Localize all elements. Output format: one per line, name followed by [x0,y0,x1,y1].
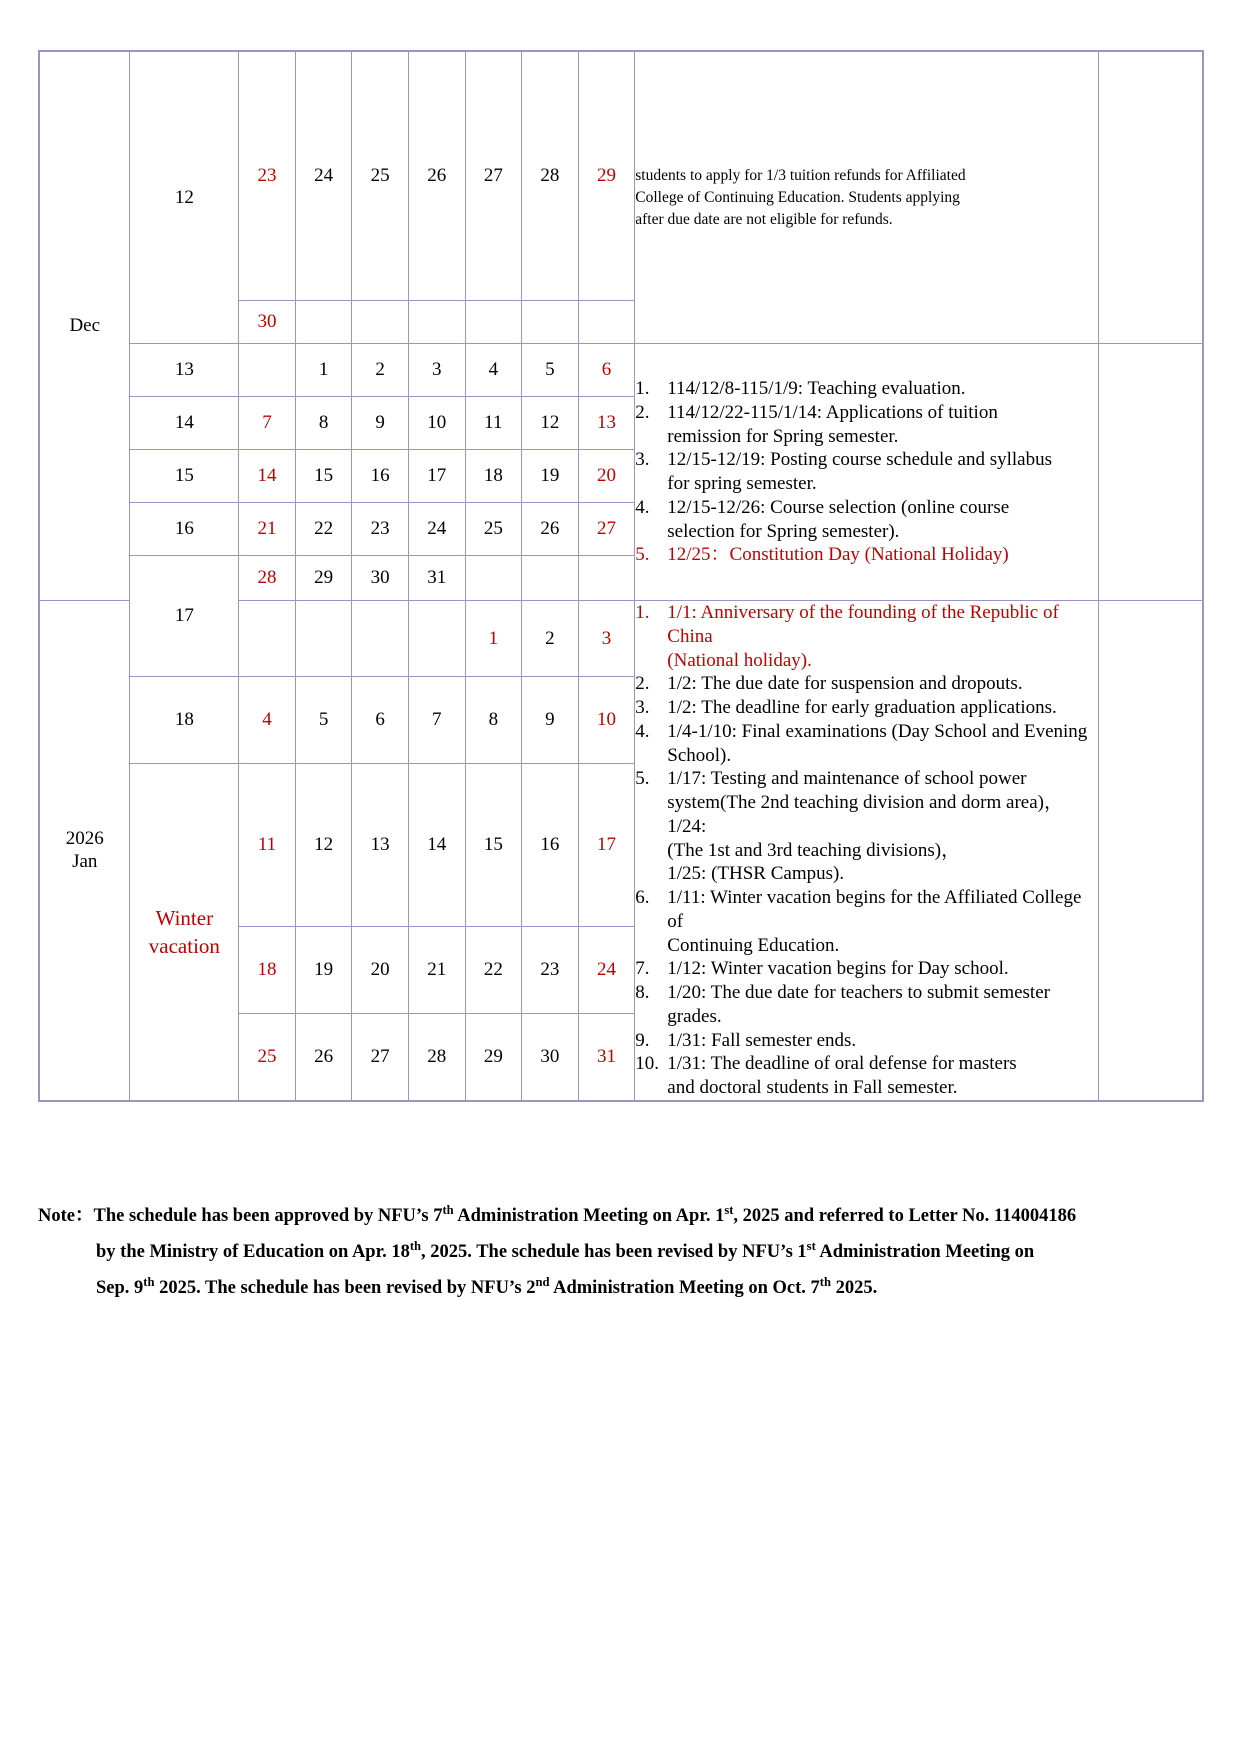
footnote-block [38,1198,1213,1306]
note-text: 1/2: The due date for suspension and dropouts. [667,673,1023,695]
note-number: 3. [635,449,650,471]
day-cell: 5 [522,344,579,397]
day-cell: 12 [295,764,352,927]
ordinal-suffix: th [819,1274,831,1289]
day-cell: 8 [465,677,522,764]
day-cell: 23 [522,926,579,1013]
day-cell: 24 [408,503,465,556]
day-cell: 18 [239,926,296,1013]
ordinal-suffix: th [143,1274,155,1289]
note-continuation: grades. [667,1005,722,1027]
day-cell: 26 [408,51,465,301]
month-label-jan [39,601,130,1101]
ordinal-suffix: nd [535,1274,550,1289]
footnote-line-2 [38,1234,1213,1270]
day-cell: 30 [352,556,409,601]
academic-calendar-table [38,50,1204,1102]
day-cell: 24 [295,51,352,301]
tail-cell [1099,601,1203,1101]
note-continuation: (The 1st and 3rd teaching divisions)， [667,839,961,861]
day-cell: 15 [295,450,352,503]
day-cell: 19 [522,450,579,503]
note-continuation: for spring semester. [667,473,817,494]
winter-vacation-line1: Winter [155,905,214,930]
footnote-text: 2025. [830,1278,878,1299]
day-cell: 26 [522,503,579,556]
day-cell: 12 [522,397,579,450]
note-text-line: College of Continuing Education. Students applying [635,188,960,206]
day-cell: 24 [578,926,635,1013]
day-cell [295,301,352,344]
day-cell [408,601,465,677]
note-number: 5. [635,544,650,566]
day-cell: 23 [352,503,409,556]
footnote-text: 2025. The schedule has been revised by NFU’s 2 [154,1278,536,1299]
note-text: 1/31: Fall semester ends. [667,1029,857,1051]
day-cell: 3 [408,344,465,397]
day-cell [578,556,635,601]
note-item [635,377,1098,401]
note-number: 9. [635,1029,650,1051]
day-cell: 17 [578,764,635,927]
note-continuation: selection for Spring semester). [667,520,900,542]
day-cell: 31 [408,556,465,601]
day-cell: 10 [578,677,635,764]
note-text: 1/17: Testing and maintenance of school power [667,768,1027,790]
note-item [635,1029,1098,1053]
note-item [635,672,1098,696]
note-item [635,957,1098,981]
footnote-text: by the Ministry of Education on Apr. 18 [96,1242,410,1263]
day-cell [522,301,579,344]
footnote-text: Administration Meeting on Oct. 7 [549,1278,820,1299]
day-cell: 29 [465,1013,522,1101]
day-cell: 19 [295,926,352,1013]
note-text: 12/15-12/19: Posting course schedule and syllabus [667,449,1052,471]
note-continuation: and doctoral students in Fall semester. [667,1077,958,1098]
table-row [39,344,1203,397]
note-number: 5. [635,768,650,790]
note-text-line: after due date are not eligible for refunds. [635,210,893,228]
day-cell: 10 [408,397,465,450]
day-cell: 22 [465,926,522,1013]
note-number: 10. [635,1053,660,1075]
day-cell [408,301,465,344]
table-row [39,51,1203,301]
note-number: 1. [635,602,650,623]
day-cell: 11 [239,764,296,927]
footnote-line-3 [38,1270,1213,1306]
note-text: 12/15-12/26: Course selection (online course [667,496,1010,518]
week-number-14: 14 [130,397,239,450]
note-item [635,1052,1098,1076]
tail-cell [1099,51,1203,344]
day-cell: 22 [295,503,352,556]
day-cell: 29 [295,556,352,601]
note-continuation: (National holiday). [667,649,812,671]
note-text: 114/12/8-115/1/9: Teaching evaluation. [667,378,966,399]
day-cell: 4 [239,677,296,764]
tail-cell [1099,344,1203,601]
day-cell: 16 [352,450,409,503]
month-year-jan: 2026 [65,827,104,849]
day-cell: 16 [522,764,579,927]
day-cell [352,301,409,344]
note-item [635,696,1098,720]
day-cell: 6 [578,344,635,397]
footnote-label: Note： [38,1206,94,1226]
week-number-12: 12 [130,51,239,344]
note-number: 4. [635,496,650,518]
day-cell: 29 [578,51,635,301]
note-number: 2. [635,673,650,695]
footnote-text: , 2025. The schedule has been revised by NFU’s 1 [421,1242,807,1263]
month-name-jan: Jan [72,851,98,873]
footnote-text: Administration Meeting on [815,1242,1035,1263]
note-item-holiday [635,601,1098,649]
note-number: 3. [635,697,650,718]
day-cell: 27 [578,503,635,556]
day-cell: 30 [239,301,296,344]
note-item [635,720,1098,744]
ordinal-suffix: th [409,1238,422,1253]
week-number-17: 17 [130,556,239,677]
day-cell: 9 [352,397,409,450]
day-cell: 27 [465,51,522,301]
day-cell: 27 [352,1013,409,1101]
day-cell: 6 [352,677,409,764]
footnote-text: Administration Meeting on Apr. 1 [453,1206,725,1226]
note-continuation: remission for Spring semester. [667,425,899,447]
note-item [635,496,1098,520]
week-number-13: 13 [130,344,239,397]
day-cell [239,344,296,397]
ordinal-suffix: st [806,1238,816,1253]
day-cell [465,556,522,601]
note-continuation: system(The 2nd teaching division and dorm area)，1/24: [667,792,1063,837]
day-cell: 15 [465,764,522,927]
note-item [635,767,1098,791]
day-cell: 1 [295,344,352,397]
note-number: 1. [635,378,650,399]
day-cell: 14 [239,450,296,503]
day-cell [465,301,522,344]
notes-cell-top [635,51,1099,344]
day-cell: 28 [522,51,579,301]
note-number: 2. [635,401,650,423]
day-cell [522,556,579,601]
note-continuation: 1/25: (THSR Campus). [667,863,845,885]
week-number-16: 16 [130,503,239,556]
day-cell: 11 [465,397,522,450]
note-text: 1/11: Winter vacation begins for the Affiliated College of [667,887,1082,932]
week-number-15: 15 [130,450,239,503]
note-item [635,401,1098,425]
week-number-18: 18 [130,677,239,764]
day-cell: 17 [408,450,465,503]
day-cell: 31 [578,1013,635,1101]
day-cell: 25 [239,1013,296,1101]
footnote-text: , 2025 and referred to Letter No. 114004186 [733,1206,1077,1226]
day-cell: 2 [352,344,409,397]
day-cell: 21 [408,926,465,1013]
day-cell: 9 [522,677,579,764]
day-cell: 23 [239,51,296,301]
ordinal-suffix: th [442,1202,454,1217]
day-cell: 5 [295,677,352,764]
footnote-line-1 [38,1198,1213,1234]
day-cell: 14 [408,764,465,927]
day-cell: 30 [522,1013,579,1101]
footnote-text: The schedule has been approved by NFU’s 7 [93,1206,443,1226]
notes-cell-january [635,601,1099,1101]
day-cell: 7 [408,677,465,764]
day-cell: 26 [295,1013,352,1101]
winter-vacation-label [130,764,239,1101]
note-item [635,981,1098,1005]
note-number: 4. [635,720,650,742]
ordinal-suffix: st [724,1202,734,1217]
note-continuation: School). [667,744,732,766]
day-cell: 13 [352,764,409,927]
day-cell: 13 [578,397,635,450]
note-text: 1/1: Anniversary of the founding of the Republic of China [667,602,1059,647]
day-cell: 25 [352,51,409,301]
note-text: 1/20: The due date for teachers to submit semester [667,982,1050,1003]
day-cell: 20 [578,450,635,503]
note-number: 7. [635,958,650,980]
note-text: 12/25：Constitution Day (National Holiday) [667,544,1009,566]
day-cell: 28 [239,556,296,601]
note-item-holiday [635,543,1098,567]
day-cell: 3 [578,601,635,677]
day-cell [578,301,635,344]
day-cell: 7 [239,397,296,450]
month-label-dec: Dec [39,51,130,601]
note-continuation: Continuing Education. [667,934,840,956]
note-number: 6. [635,887,650,908]
day-cell: 8 [295,397,352,450]
note-text: 1/2: The deadline for early graduation applications. [667,697,1057,718]
day-cell: 1 [465,601,522,677]
day-cell: 4 [465,344,522,397]
note-text: 114/12/22-115/1/14: Applications of tuition [667,401,998,423]
note-item [635,448,1098,472]
academic-calendar-table-wrapper [38,50,1204,1102]
day-cell: 20 [352,926,409,1013]
note-text-line: students to apply for 1/3 tuition refunds for Affiliated [635,166,966,184]
day-cell [352,601,409,677]
note-item [635,886,1098,934]
day-cell: 28 [408,1013,465,1101]
day-cell: 25 [465,503,522,556]
notes-cell-december [635,344,1099,601]
note-text: 1/31: The deadline of oral defense for masters [667,1053,1017,1075]
note-number: 8. [635,982,650,1003]
day-cell [295,601,352,677]
day-cell: 18 [465,450,522,503]
note-text: 1/4-1/10: Final examinations (Day School and Evening [667,720,1088,742]
day-cell: 2 [522,601,579,677]
winter-vacation-line2: vacation [148,933,220,958]
day-cell: 21 [239,503,296,556]
footnote-text: Sep. 9 [96,1278,144,1299]
day-cell [239,601,296,677]
note-text: 1/12: Winter vacation begins for Day school. [667,958,1009,980]
